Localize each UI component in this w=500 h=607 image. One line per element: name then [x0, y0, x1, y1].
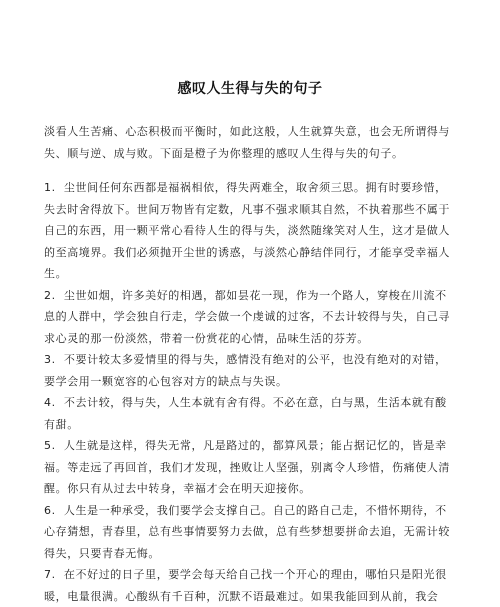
list-item: [44, 177, 456, 285]
item-number: 1.: [44, 181, 56, 194]
item-text: 尘世如烟，许多美好的相遇，都如昙花一现，作为一个路人，穿梭在川流不息的人群中，学会独自行走，学会做一个虔诚的过客，不去计较得与失，自己寻求心灵的那一份淡然，带着一份赏花的心情，品味生活的芬芳。: [44, 288, 450, 345]
intro-paragraph: 淡看人生苦痛、心态积极而平衡时，如此这般，人生就算失意，也会无所谓得与失、顺与逆、成与败。下面是橙子为你整理的感叹人生得与失的句子。: [44, 125, 450, 160]
item-number: 4.: [44, 396, 56, 409]
list-item: [44, 392, 456, 435]
item-number: 6.: [44, 503, 56, 517]
item-text: 人生就是这样，得失无常，凡是路过的，都算风景；能占据记忆的，皆是幸福。等走远了再回首，我们才发现，挫败让人坚强，别离令人珍惜，伤痛使人清醒。你只有从过去中转身，幸福才会在明天迎接你。: [44, 439, 450, 495]
item-number: 5.: [44, 439, 56, 452]
item-number: 3.: [44, 353, 56, 366]
list-item: [44, 349, 456, 392]
item-number: 7.: [44, 568, 56, 581]
item-number: 2.: [44, 288, 56, 302]
list-item: [44, 564, 456, 607]
item-text: 不去计较，得与失，人生本就有舍有得。不必在意，白与黑，生活本就有酸有甜。: [44, 396, 447, 431]
list-item: [44, 435, 456, 500]
page-title: 感叹人生得与失的句子: [177, 81, 323, 97]
item-text: 不要计较太多爱情里的得与失，感情没有绝对的公平，也没有绝对的对错，要学会用一颗宽容的心包容对方的缺点与失误。: [44, 353, 447, 388]
quote-list: [44, 177, 456, 607]
list-item: [44, 285, 456, 350]
item-text: 在不好过的日子里，要学会每天给自己找一个开心的理由，哪怕只是阳光很暖，电量很满。心酸纵有千百种，沉默不语最难过。如果我能回到从前，我会: [44, 568, 447, 603]
item-text: 人生是一种承受，我们要学会支撑自己。自己的路自己走，不惜怀期待，不心存猜想，青春里，总有些事情要努力去做，总有些梦想要拼命去追，无需计较得失，只要青春无悔。: [44, 503, 450, 560]
item-text: 尘世间任何东西都是福祸相依，得失两难全，取舍须三思。拥有时要珍惜，失去时舍得放下。世间万物皆有定数，凡事不强求顺其自然，不执着那些不属于自己的东西，用一颗平常心看待人生的得与失，淡然随缘笑对人生，这才是做人的至高境界。我们必须抛开尘世的诱惑，与淡然心静结伴同行，才能享受幸福人生。: [44, 181, 450, 280]
list-item: [44, 500, 456, 565]
